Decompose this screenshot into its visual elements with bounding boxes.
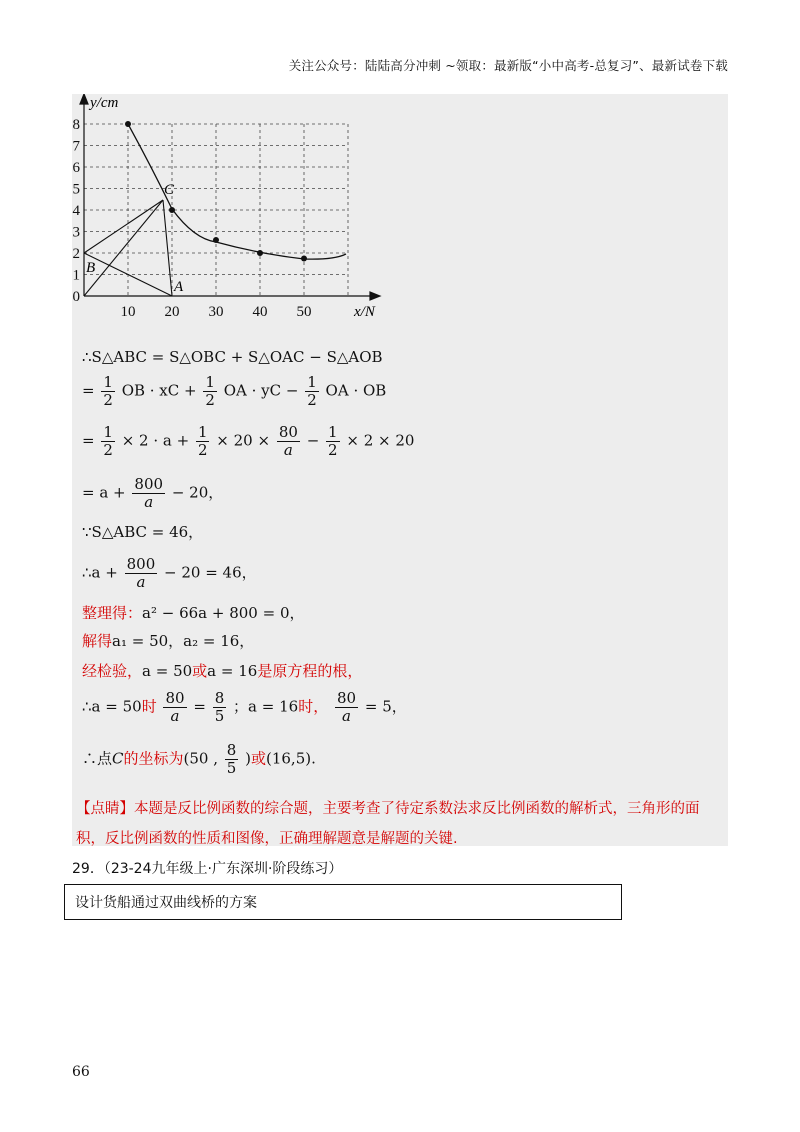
y-tick: 8 bbox=[72, 117, 80, 133]
axes bbox=[80, 94, 380, 300]
x-tick: 10 bbox=[120, 304, 136, 320]
y-tick: 7 bbox=[72, 138, 80, 155]
answer-section bbox=[72, 94, 728, 846]
page-number: 66 bbox=[72, 1064, 90, 1080]
solution-line-7: 整理得：a² − 66a + 800 = 0， bbox=[82, 604, 305, 622]
point-a-label: A bbox=[174, 279, 184, 295]
y-tick: 3 bbox=[72, 224, 80, 241]
graph bbox=[72, 94, 392, 324]
grid bbox=[84, 124, 348, 296]
y-tick: 1 bbox=[72, 267, 80, 284]
fraction: $\frac{1}{2}$ bbox=[103, 373, 113, 409]
y-tick: 6 bbox=[72, 160, 80, 176]
fraction: $\frac{800}{a}$ bbox=[126, 555, 156, 591]
fraction: $\frac{80}{a}$ bbox=[165, 689, 185, 725]
fraction: $\frac{1}{2}$ bbox=[197, 423, 208, 459]
topic-box bbox=[64, 884, 622, 920]
curve-point bbox=[125, 121, 131, 127]
y-tick: 2 bbox=[72, 246, 80, 262]
fraction: $\frac{800}{a}$ bbox=[134, 475, 164, 511]
x-tick: 30 bbox=[208, 304, 224, 320]
fraction: $\frac{8}{5}$ bbox=[226, 741, 237, 777]
fraction: $\frac{1}{2}$ bbox=[307, 373, 317, 409]
page-header: 关注公众号：陆陆高分冲刺 ~领取：最新版“小中高考-总复习”、最新试卷下载 bbox=[288, 58, 728, 73]
curve-point bbox=[257, 250, 263, 256]
solution-line-2: = $\frac{1}{2}$ OB · xC + $\frac{1}{2}$ OA · yC − $\frac{1}{2}$ OA · OB bbox=[82, 373, 387, 409]
x-tick: 40 bbox=[252, 304, 268, 320]
x-tick-labels bbox=[121, 304, 312, 320]
solution-line-3: = $\frac{1}{2}$ × 2 · a + $\frac{1}{2}$ × 20 × $\frac{80}{a}$ − $\frac{1}{2}$ × 2 × 20 bbox=[82, 423, 415, 459]
solution-line-8: 解得a₁ = 50，a₂ = 16， bbox=[82, 632, 255, 650]
solution-line-10: ∴a = 50时 $\frac{80}{a}$ = $\frac{8}{5}$ ；a = 16时， $\frac{80}{a}$ = 5， bbox=[82, 689, 407, 725]
key-point-note: 【点睛】本题是反比例函数的综合题，主要考查了待定系数法求反比例函数的解析式，三角形的面积，反比例函数的性质和图像，正确理解题意是解题的关键. bbox=[76, 801, 700, 847]
curve-point bbox=[301, 256, 307, 262]
fraction: $\frac{1}{2}$ bbox=[328, 423, 338, 459]
y-tick: 0 bbox=[72, 289, 80, 305]
y-tick: 4 bbox=[72, 203, 80, 219]
fraction: $\frac{8}{5}$ bbox=[214, 689, 225, 725]
solution-line-6: ∴a + $\frac{800}{a}$ − 20 = 46， bbox=[82, 555, 257, 591]
point-b-label: B bbox=[86, 260, 96, 276]
x-tick: 50 bbox=[296, 304, 312, 320]
point-c-label: C bbox=[164, 182, 175, 198]
x-axis-label: x/N bbox=[354, 304, 375, 320]
curve-point bbox=[213, 237, 219, 243]
y-axis-label: y/cm bbox=[90, 95, 119, 111]
solution-line-5: ∵S△ABC = 46， bbox=[82, 523, 204, 541]
topic-title: 设计货船通过双曲线桥的方案 bbox=[75, 895, 257, 911]
question-header: 29．（23-24九年级上·广东深圳·阶段练习） bbox=[72, 861, 343, 877]
fraction: $\frac{80}{a}$ bbox=[336, 689, 357, 725]
hyperbola-curve bbox=[128, 124, 346, 259]
x-tick: 20 bbox=[164, 304, 180, 320]
solution-line-11: ∴点C的坐标为(50 , $\frac{8}{5}$ )或(16,5). bbox=[82, 741, 316, 777]
curve-point bbox=[169, 207, 175, 213]
y-tick-labels bbox=[73, 117, 81, 305]
solution-line-4: = a + $\frac{800}{a}$ − 20， bbox=[82, 475, 224, 511]
solution-line-9: 经检验，a = 50或a = 16是原方程的根， bbox=[82, 662, 363, 680]
y-tick: 5 bbox=[72, 181, 80, 198]
fraction: $\frac{80}{a}$ bbox=[278, 423, 298, 459]
fraction: $\frac{1}{2}$ bbox=[103, 423, 113, 459]
solution-line-1: ∴S△ABC = S△OBC + S△OAC − S△AOB bbox=[82, 348, 383, 366]
fraction: $\frac{1}{2}$ bbox=[205, 373, 215, 409]
